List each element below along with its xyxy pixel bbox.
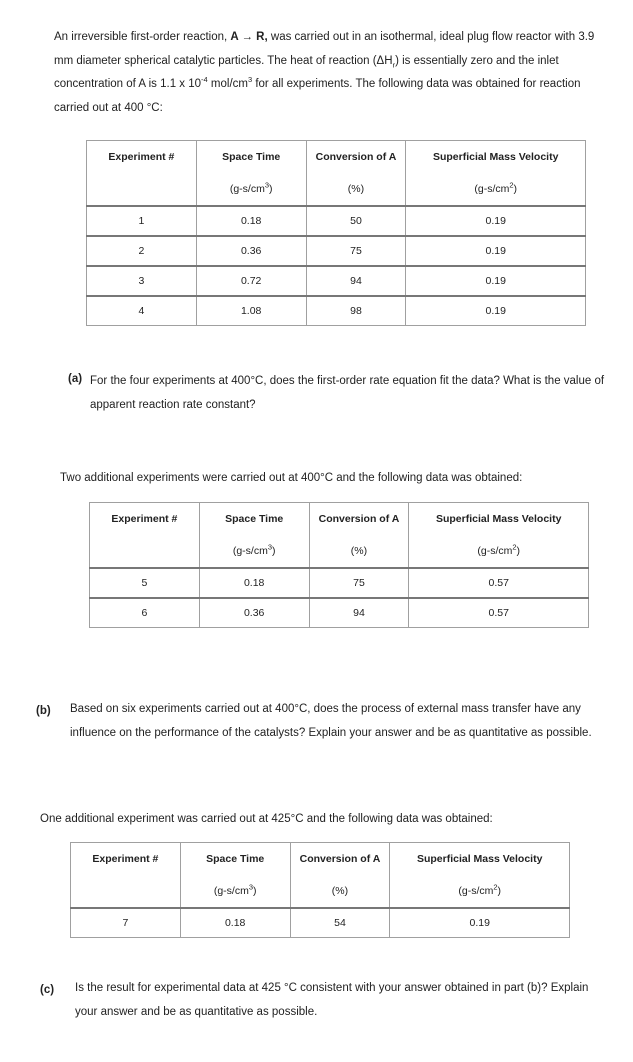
intro-text-1: An irreversible first-order reaction, bbox=[54, 31, 231, 43]
data-table-1 bbox=[86, 140, 586, 326]
intro-text-4: mol/cm bbox=[207, 78, 248, 90]
header-space-time: Space Time bbox=[199, 503, 309, 536]
header-velocity: Superficial Mass Velocity bbox=[406, 141, 586, 174]
intro-paragraph bbox=[54, 26, 614, 120]
cell-conversion: 94 bbox=[306, 266, 406, 296]
header-conversion: Conversion of A bbox=[309, 503, 409, 536]
cell-experiment: 1 bbox=[87, 206, 197, 236]
header-velocity-unit: $(g-s/cm^2)$ bbox=[406, 173, 586, 206]
cell-experiment: 7 bbox=[71, 908, 181, 938]
header-velocity-unit: $(g-s/cm^2)$ bbox=[409, 535, 589, 568]
cell-space-time: 0.36 bbox=[196, 236, 306, 266]
cell-space-time: 1.08 bbox=[196, 296, 306, 326]
question-c-text: Is the result for experimental data at 425 °C consistent with your answer obtained in part (b)? Explain your answer and be as quantitative as possible. bbox=[75, 982, 589, 1018]
cell-velocity: 0.19 bbox=[406, 236, 586, 266]
cell-conversion: 75 bbox=[309, 568, 409, 598]
header-conversion: Conversion of A bbox=[290, 843, 390, 876]
question-a-text: For the four experiments at 400°C, does the first-order rate equation fit the data? What is the value of apparent reaction rate constant? bbox=[90, 375, 605, 411]
header-velocity: Superficial Mass Velocity bbox=[390, 843, 570, 876]
caption-table-2: Two additional experiments were carried out at 400°C and the following data was obtained: bbox=[60, 472, 523, 484]
cell-conversion: 98 bbox=[306, 296, 406, 326]
data-table-2 bbox=[89, 502, 589, 628]
header-conversion-unit: (%) bbox=[306, 173, 406, 206]
header-space-time: Space Time bbox=[180, 843, 290, 876]
question-b-text: Based on six experiments carried out at 400°C, does the process of external mass transfer have any influence on the performance of the catalysts? Explain your answer and be as quantitative as possible. bbox=[70, 703, 592, 739]
question-b-label: (b) bbox=[36, 705, 51, 717]
cell-conversion: 75 bbox=[306, 236, 406, 266]
header-velocity-unit: $(g-s/cm^2)$ bbox=[390, 875, 570, 908]
header-conversion-unit: (%) bbox=[309, 535, 409, 568]
cell-conversion: 54 bbox=[290, 908, 390, 938]
table-row bbox=[87, 206, 586, 236]
cell-velocity: 0.19 bbox=[406, 206, 586, 236]
table-row bbox=[90, 598, 589, 628]
cell-velocity: 0.19 bbox=[406, 296, 586, 326]
cell-space-time: 0.18 bbox=[196, 206, 306, 236]
cell-space-time: 0.18 bbox=[180, 908, 290, 938]
table-row bbox=[71, 908, 570, 938]
header-experiment-unit bbox=[71, 875, 181, 908]
cell-experiment: 6 bbox=[90, 598, 200, 628]
cell-experiment: 4 bbox=[87, 296, 197, 326]
cell-experiment: 3 bbox=[87, 266, 197, 296]
cell-experiment: 5 bbox=[90, 568, 200, 598]
cell-experiment: 2 bbox=[87, 236, 197, 266]
reaction-equation: A → R, bbox=[230, 31, 268, 43]
header-experiment-unit bbox=[90, 535, 200, 568]
question-a-label: (a) bbox=[68, 373, 83, 385]
cell-space-time: 0.18 bbox=[199, 568, 309, 598]
cell-velocity: 0.19 bbox=[406, 266, 586, 296]
cell-space-time: 0.72 bbox=[196, 266, 306, 296]
intro-text-2: was carried out in an isothermal, ideal plug flow reactor with 3.9 mm diameter spherical catalytic particles. The heat of reaction (ΔH bbox=[54, 31, 595, 67]
header-experiment-unit bbox=[87, 173, 197, 206]
cell-velocity: 0.57 bbox=[409, 568, 589, 598]
table-row bbox=[87, 266, 586, 296]
cell-velocity: 0.57 bbox=[409, 598, 589, 628]
cell-conversion: 94 bbox=[309, 598, 409, 628]
header-space-time-unit: $(g-s/cm^3)$ bbox=[196, 173, 306, 206]
intro-text-5: for all experiments. The following data was obtained for reaction carried out at 400 °C: bbox=[54, 78, 581, 114]
header-experiment: Experiment # bbox=[71, 843, 181, 876]
data-table-3 bbox=[70, 842, 570, 938]
exponent: -4 bbox=[201, 75, 208, 85]
subscript-r: r bbox=[392, 59, 396, 69]
header-space-time: Space Time bbox=[196, 141, 306, 174]
cell-space-time: 0.36 bbox=[199, 598, 309, 628]
header-velocity: Superficial Mass Velocity bbox=[409, 503, 589, 536]
table-row bbox=[90, 568, 589, 598]
header-experiment: Experiment # bbox=[90, 503, 200, 536]
table-row bbox=[87, 236, 586, 266]
cell-conversion: 50 bbox=[306, 206, 406, 236]
header-space-time-unit: $(g-s/cm^3)$ bbox=[199, 535, 309, 568]
header-space-time-unit: $(g-s/cm^3)$ bbox=[180, 875, 290, 908]
header-conversion-unit: (%) bbox=[290, 875, 390, 908]
header-conversion: Conversion of A bbox=[306, 141, 406, 174]
cell-velocity: 0.19 bbox=[390, 908, 570, 938]
question-c-label: (c) bbox=[40, 984, 55, 996]
caption-table-3: One additional experiment was carried out at 425°C and the following data was obtained: bbox=[40, 813, 493, 825]
exponent-3: 3 bbox=[247, 75, 253, 85]
table-row bbox=[87, 296, 586, 326]
intro-text-3: ) is essentially zero and the inlet concentration of A is 1.1 x 10 bbox=[54, 54, 559, 90]
header-experiment: Experiment # bbox=[87, 141, 197, 174]
